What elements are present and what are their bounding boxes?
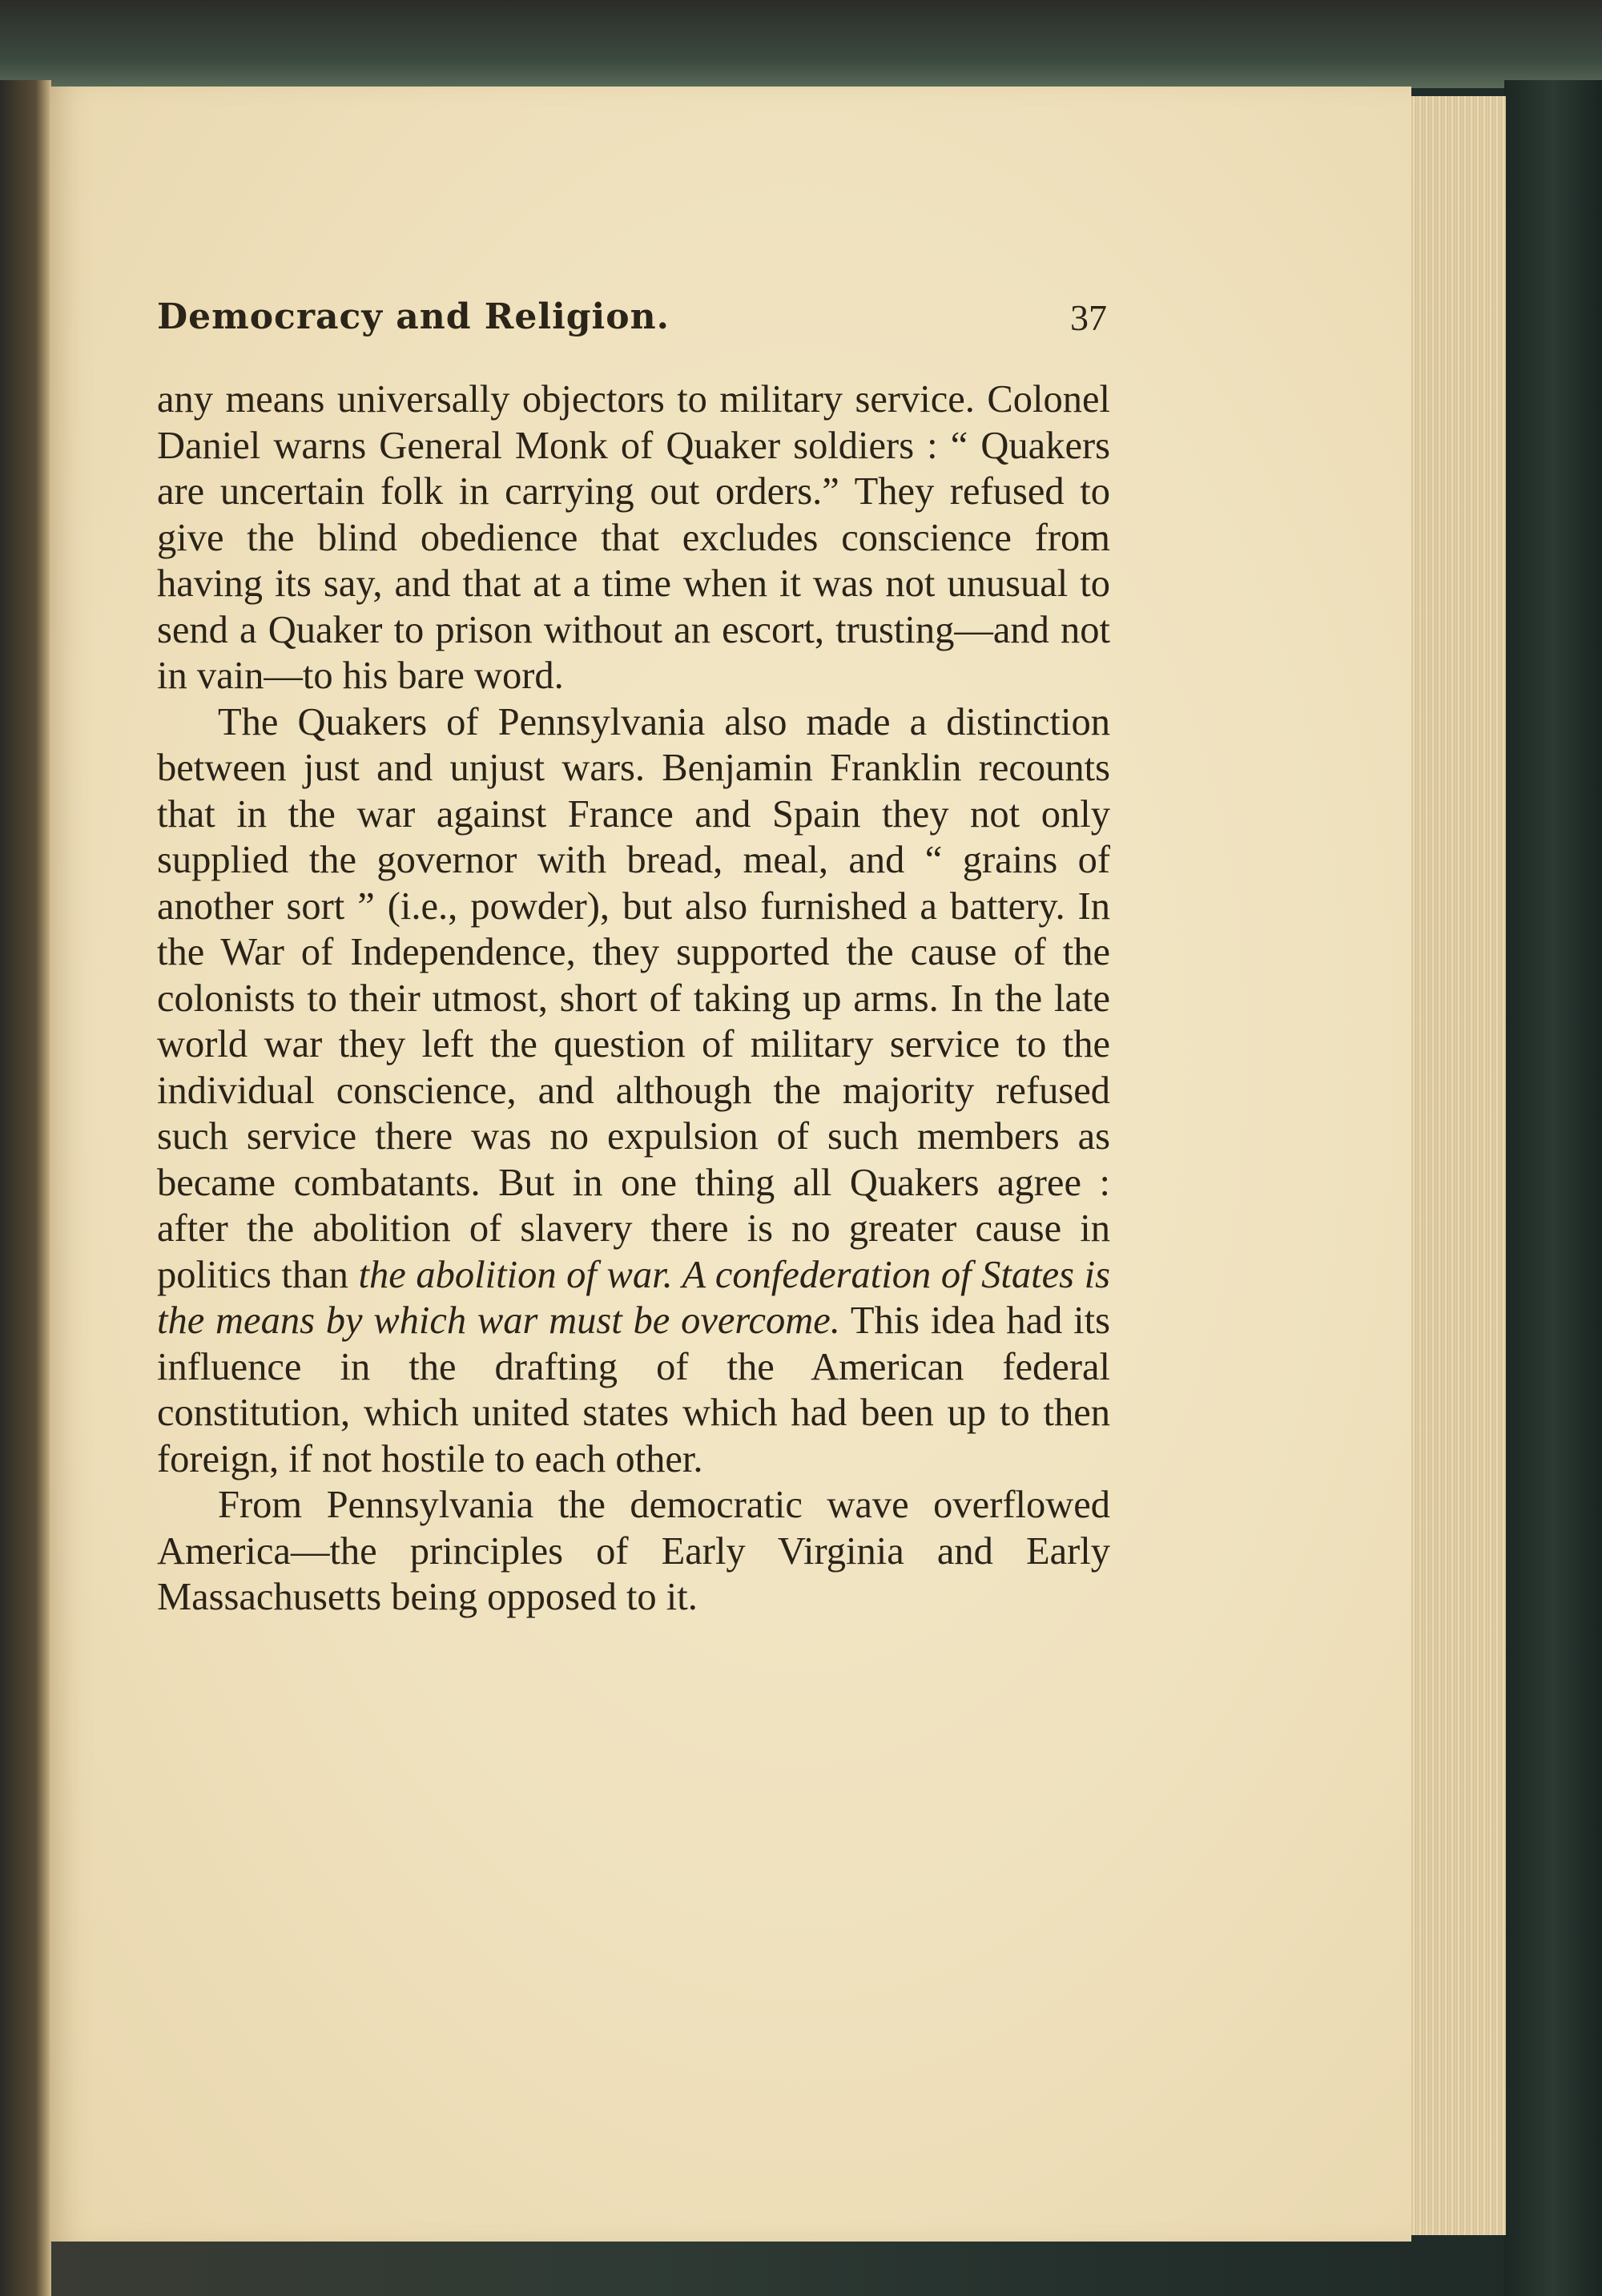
page-stack-edges [1408,96,1506,2235]
paragraph-2-text: The Quakers of Pennsylvania also made a distinction between just and unjust wars. Benjamin Franklin recounts that in the war against France and Spain they not only supplied the governor with bread, meal, and “ grains of another sort ” (i.e., powder), but also furnished a battery. In the War of Independence, they supported the cause of the colonists to their utmost, short of taking up arms. In the late world war they left the question of military service to the individual conscience, and although the majority refused such service there was no expulsion of such members as became combatants. But in one thing all Quakers agree : after the abolition of slavery there is no greater cause in politics than [157,700,1110,1296]
gutter-shadow [0,80,51,2296]
page-number: 37 [1070,297,1107,338]
paragraph-2-text-end: This idea had its influence in the drafting of the American federal constitution, which united states which had been up to then foreign, if not hostile to each other. [157,1299,1110,1480]
paragraph-2-italic-text: the abolition of war. A confederation of States is the means by which war must be overcome. [157,1253,1110,1342]
body-text [157,377,1110,1621]
paragraph-3: From Pennsylvania the democratic wave overflowed America—the principles of Early Virginia and Early Massachusetts being opposed to it. [157,1484,1110,1618]
paragraph-2 [157,699,1110,1483]
cover-top-edge [0,0,1602,88]
running-head [157,296,1107,352]
book-spine [1504,80,1602,2296]
running-title: Democracy and Religion. [157,296,670,337]
paragraph-1: any means universally objectors to military service. Colonel Daniel warns General Monk of Quaker soldiers : “ Quakers are uncertain folk in carrying out orders.” They refused to give the blind obedience that excludes conscience from having its say, and that at a time when it was not unusual to send a Quaker to prison without an escort, trusting—and not in vain—to his bare word. [157,378,1110,697]
